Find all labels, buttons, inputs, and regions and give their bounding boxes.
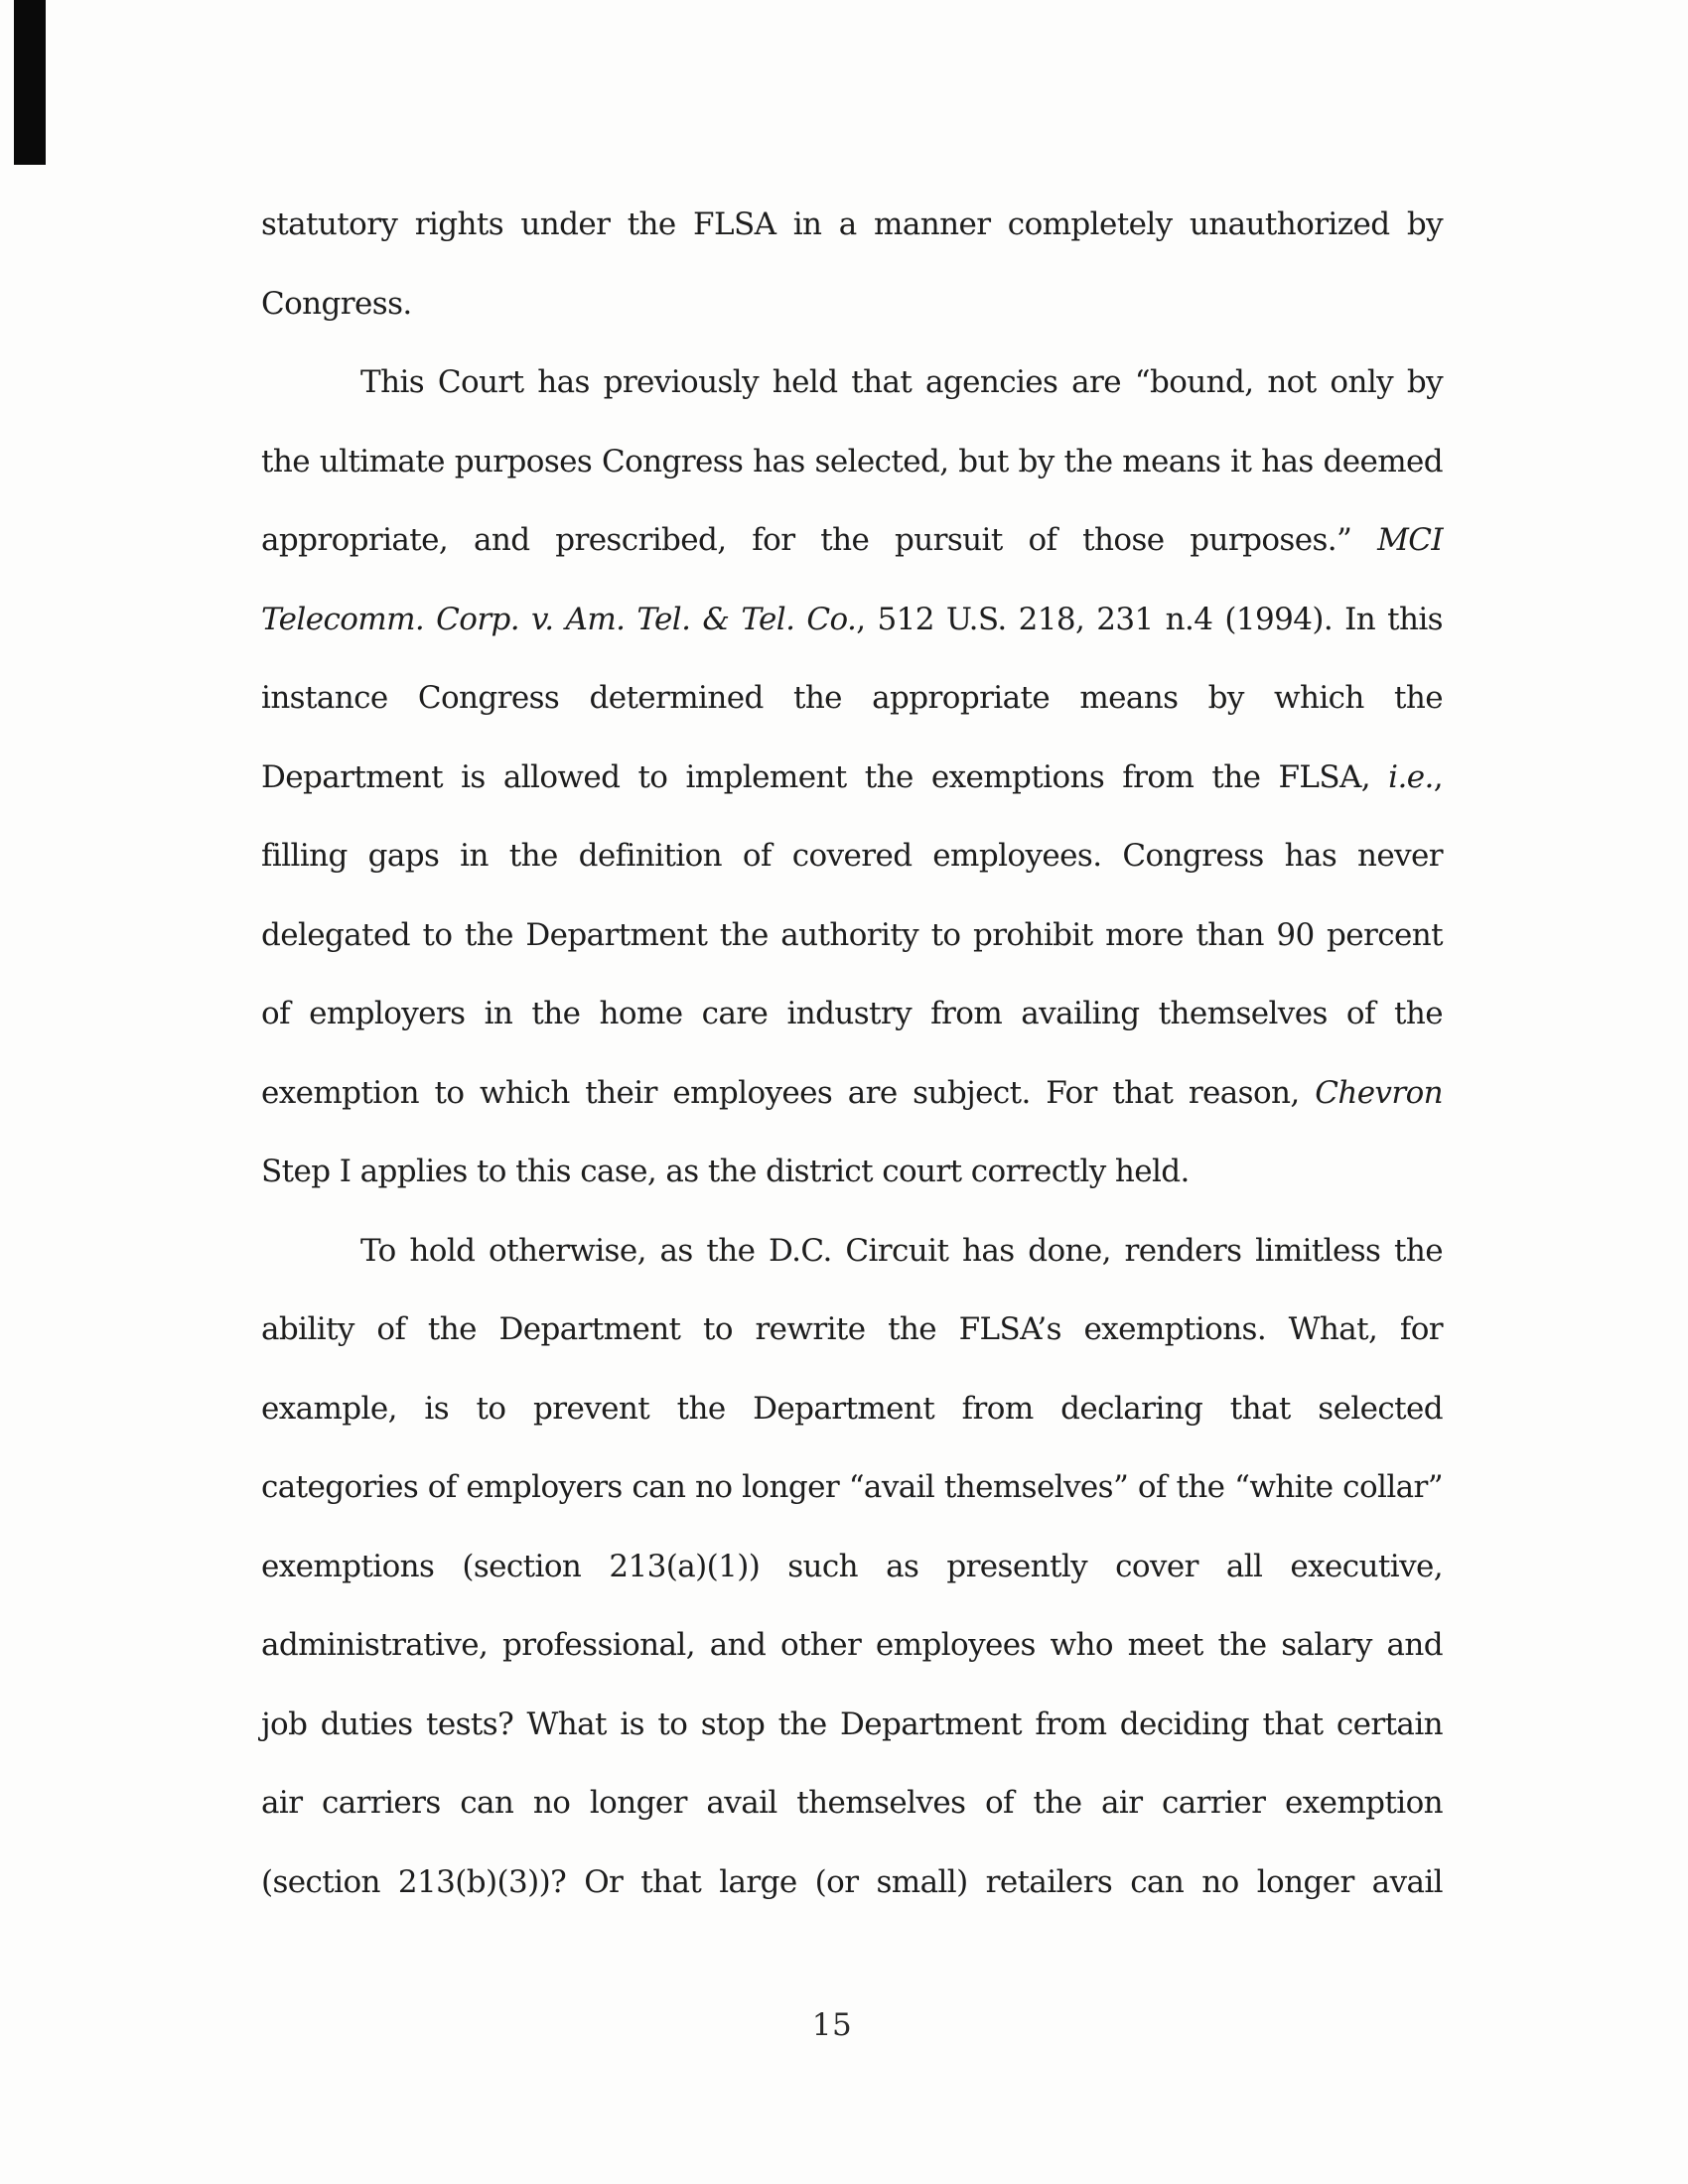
text-segment: the ultimate purposes Congress has selected, but by the means it has deemed	[261, 443, 1443, 479]
text-line	[261, 265, 1443, 344]
text-segment: statutory rights under the FLSA in a manner completely unauthorized by	[261, 206, 1443, 242]
text-segment: ability of the Department to rewrite the FLSA’s exemptions. What, for	[261, 1311, 1443, 1347]
text-line	[261, 659, 1443, 739]
text-line	[261, 739, 1443, 818]
text-segment: ,	[1433, 758, 1443, 795]
case-citation-italic: MCI	[1377, 522, 1443, 558]
text-line	[261, 817, 1443, 896]
text-line	[261, 1370, 1443, 1449]
text-line	[261, 581, 1443, 660]
text-segment: filling gaps in the definition of covered employees. Congress has never	[261, 838, 1443, 874]
text-segment: example, is to prevent the Department from declaring that selected	[261, 1390, 1443, 1427]
text-line	[261, 1291, 1443, 1370]
text-line	[261, 1448, 1443, 1528]
text-line	[261, 1133, 1443, 1212]
text-segment: This Court has previously held that agencies are “bound, not only by	[360, 364, 1443, 400]
text-line	[261, 1843, 1443, 1923]
text-segment: , 512 U.S. 218, 231 n.4 (1994). In this	[856, 601, 1443, 637]
text-line	[261, 186, 1443, 265]
text-segment: exemption to which their employees are subject. For that reason,	[261, 1074, 1316, 1111]
text-line	[261, 501, 1443, 581]
text-line	[261, 423, 1443, 502]
scan-artifact-mark	[14, 0, 46, 165]
text-line	[261, 896, 1443, 976]
text-segment: exemptions (section 213(a)(1)) such as presently cover all executive,	[261, 1548, 1443, 1584]
text-line	[261, 1764, 1443, 1843]
text-line	[261, 1606, 1443, 1686]
text-line	[261, 1686, 1443, 1765]
text-line	[261, 1528, 1443, 1607]
text-segment: air carriers can no longer avail themselves of the air carrier exemption	[261, 1785, 1443, 1821]
text-segment: job duties tests? What is to stop the Department from deciding that certain	[261, 1706, 1443, 1742]
text-segment: Congress.	[261, 285, 412, 322]
body-text	[261, 186, 1443, 1922]
case-name-italic: Chevron	[1315, 1074, 1443, 1111]
text-segment: categories of employers can no longer “avail themselves” of the “white collar”	[261, 1469, 1443, 1505]
text-segment: To hold otherwise, as the D.C. Circuit has done, renders limitless the	[360, 1232, 1443, 1269]
text-line	[261, 1212, 1443, 1292]
page-number: 15	[811, 2007, 853, 2043]
text-segment: Step I applies to this case, as the district court correctly held.	[261, 1154, 1190, 1189]
text-line	[261, 343, 1443, 423]
text-line	[261, 975, 1443, 1054]
text-segment: administrative, professional, and other employees who meet the salary and	[261, 1627, 1443, 1663]
text-segment: of employers in the home care industry from availing themselves of the	[261, 996, 1443, 1031]
text-segment: delegated to the Department the authority to prohibit more than 90 percent	[261, 916, 1443, 953]
text-segment: Department is allowed to implement the exemptions from the FLSA,	[261, 758, 1389, 795]
latin-term-italic: i.e.	[1388, 758, 1434, 795]
text-segment: (section 213(b)(3))? Or that large (or small) retailers can no longer avail	[261, 1863, 1443, 1900]
text-segment: instance Congress determined the appropriate means by which the	[261, 680, 1443, 716]
text-segment: appropriate, and prescribed, for the pursuit of those purposes.”	[261, 522, 1378, 558]
text-line	[261, 1054, 1443, 1134]
case-citation-italic: Telecomm. Corp. v. Am. Tel. & Tel. Co.	[261, 601, 857, 637]
